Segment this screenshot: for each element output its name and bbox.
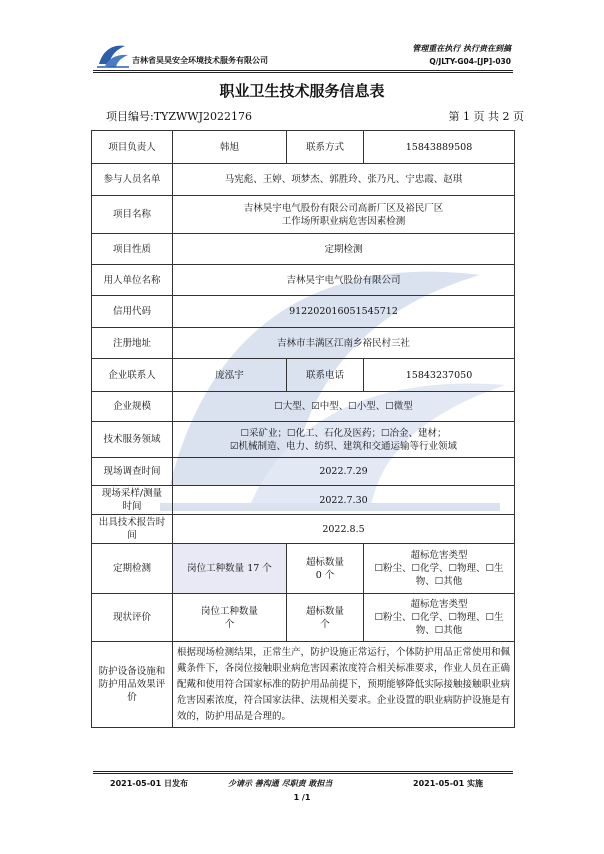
publish-date: 2021-05-01 日发布 [110, 779, 188, 788]
table-row [92, 458, 515, 486]
domain-value [173, 422, 515, 458]
info-table [91, 130, 515, 728]
footer-motto: 少请示 善沟通 尽职责 敢担当 [228, 779, 333, 788]
contact-person-label: 企业联系人 [92, 359, 173, 392]
footer-rule [93, 771, 513, 772]
scale-label: 企业规模 [92, 392, 173, 422]
contact-method-value: 15843889508 [364, 131, 515, 164]
project-name-line1: 吉林昊宇电气股份有限公司高新厂区及裕民厂区 [243, 202, 444, 214]
domain-line1: ☐采矿业；☐化工、石化及医药；☐冶金、建材； [240, 427, 447, 439]
contact-person-value: 庞泓宇 [173, 359, 287, 392]
address-label: 注册地址 [92, 328, 173, 359]
effect-label-line2: 防护用品效果评 [98, 679, 166, 690]
report-value: 2022.8.5 [173, 515, 515, 544]
periodic-exceed-line2: 0 个 [315, 569, 335, 581]
domain-label: 技术服务领域 [92, 422, 173, 458]
status-types-line1: ☐粉尘、☐化学、☐物理、☐生 [374, 612, 504, 623]
periodic-types [364, 544, 515, 594]
report-label-line2: 间 [127, 530, 137, 541]
periodic-exceed-line1: 超标数量 [305, 556, 344, 568]
table-row [92, 486, 515, 515]
table-row [92, 422, 515, 458]
employer-value: 吉林昊宇电气股份有限公司 [173, 265, 515, 296]
sampling-label [92, 486, 173, 515]
project-name-value [173, 196, 515, 234]
sampling-value: 2022.7.30 [173, 486, 515, 515]
document-code: Q/JLTY-G04-[JP]-030 [429, 57, 511, 66]
header-rule [93, 70, 513, 71]
periodic-label: 定期检测 [92, 544, 173, 594]
survey-label: 现场调查时间 [92, 458, 173, 486]
table-row [92, 594, 515, 642]
status-types [364, 594, 515, 642]
phone-label: 联系电话 [287, 359, 364, 392]
domain-line2: ☑机械制造、电力、纺织、建筑和交通运输等行业领域 [229, 440, 458, 452]
periodic-posts: 岗位工种数量 17 个 [173, 544, 287, 594]
status-posts [173, 594, 287, 642]
report-label-line1: 出具技术报告时 [98, 517, 166, 528]
sampling-label-line2: 时间 [122, 501, 142, 512]
implement-date: 2021-05-01 实施 [413, 779, 483, 788]
status-posts-line1: 岗位工种数量 [200, 605, 258, 617]
header-rule-secondary [93, 72, 513, 73]
status-posts-line2: 个 [224, 618, 235, 630]
status-label: 现状评价 [92, 594, 173, 642]
table-row [92, 196, 515, 234]
table-row [92, 234, 515, 265]
project-number-label: 项目编号: [106, 110, 154, 123]
project-name-line2: 工作场所职业病危害因素检测 [281, 215, 406, 227]
effect-label [92, 642, 173, 728]
table-row [92, 131, 515, 164]
project-number-value: TYZWWJ2022176 [153, 110, 252, 123]
report-label [92, 515, 173, 544]
nature-label: 项目性质 [92, 234, 173, 265]
periodic-types-line2: 物、☐其他 [415, 576, 463, 587]
table-row [92, 328, 515, 359]
status-types-title: 超标危害类型 [410, 599, 468, 610]
sampling-label-line1: 现场采样/测量 [101, 488, 163, 499]
table-row [92, 392, 515, 422]
survey-value: 2022.7.29 [173, 458, 515, 486]
table-row [92, 642, 515, 728]
contact-method-label: 联系方式 [287, 131, 364, 164]
effect-text: 根据现场检测结果，正常生产，防护设施正常运行，个体防护用品正常使用和佩戴条件下，各岗位接触职业病危害因素浓度符合相关标准要求，作业人员在正确配戴和使用符合国家标准的防护用品前提下，预期能够降低实际接触接触职业病危害因素浓度，符合国家法律、法规相关要求。企业设置的职业病防护设施是有效的，防护用品是合理的。 [173, 642, 515, 728]
phone-value: 15843237050 [364, 359, 515, 392]
status-types-line2: 物、☐其他 [415, 625, 463, 636]
status-exceed-line2: 个 [320, 618, 330, 630]
footer-page-number: 1 /1 [293, 793, 311, 802]
table-row [92, 359, 515, 392]
participants-value: 马宪彪、王婷、项梦杰、郭胜玲、张乃凡、宁忠霞、赵琪 [173, 164, 515, 196]
nature-value: 定期检测 [173, 234, 515, 265]
status-exceed-line1: 超标数量 [305, 605, 344, 617]
table-row [92, 296, 515, 328]
effect-label-line1: 防护设备设施和 [98, 666, 166, 677]
effect-label-line3: 价 [127, 692, 137, 703]
company-logo [95, 40, 131, 70]
leader-value: 韩旭 [173, 131, 287, 164]
periodic-types-title: 超标危害类型 [410, 550, 468, 561]
company-name: 吉林省昊昊安全环境技术服务有限公司 [132, 56, 268, 65]
table-row [92, 544, 515, 594]
participants-label: 参与人员名单 [92, 164, 173, 196]
document-title: 职业卫生技术服务信息表 [219, 82, 385, 100]
employer-label: 用人单位名称 [92, 265, 173, 296]
credit-label: 信用代码 [92, 296, 173, 328]
periodic-types-line1: ☐粉尘、☐化学、☐物理、☐生 [374, 563, 504, 574]
header-slogan: 管理重在执行 执行贵在到搞 [412, 44, 511, 53]
footer-rule-secondary [93, 773, 513, 774]
status-exceed [287, 594, 364, 642]
page-info: 第 1 页 共 2 页 [448, 110, 524, 123]
periodic-exceed [287, 544, 364, 594]
table-row [92, 164, 515, 196]
project-name-label: 项目名称 [92, 196, 173, 234]
table-row [92, 265, 515, 296]
leader-label: 项目负责人 [92, 131, 173, 164]
scale-value: ☐大型、☑中型、☐小型、☐微型 [173, 392, 515, 422]
table-row [92, 515, 515, 544]
credit-value: 912202016051545712 [173, 296, 515, 328]
address-value: 吉林市丰满区江南乡裕民村三社 [173, 328, 515, 359]
project-number [106, 108, 252, 124]
